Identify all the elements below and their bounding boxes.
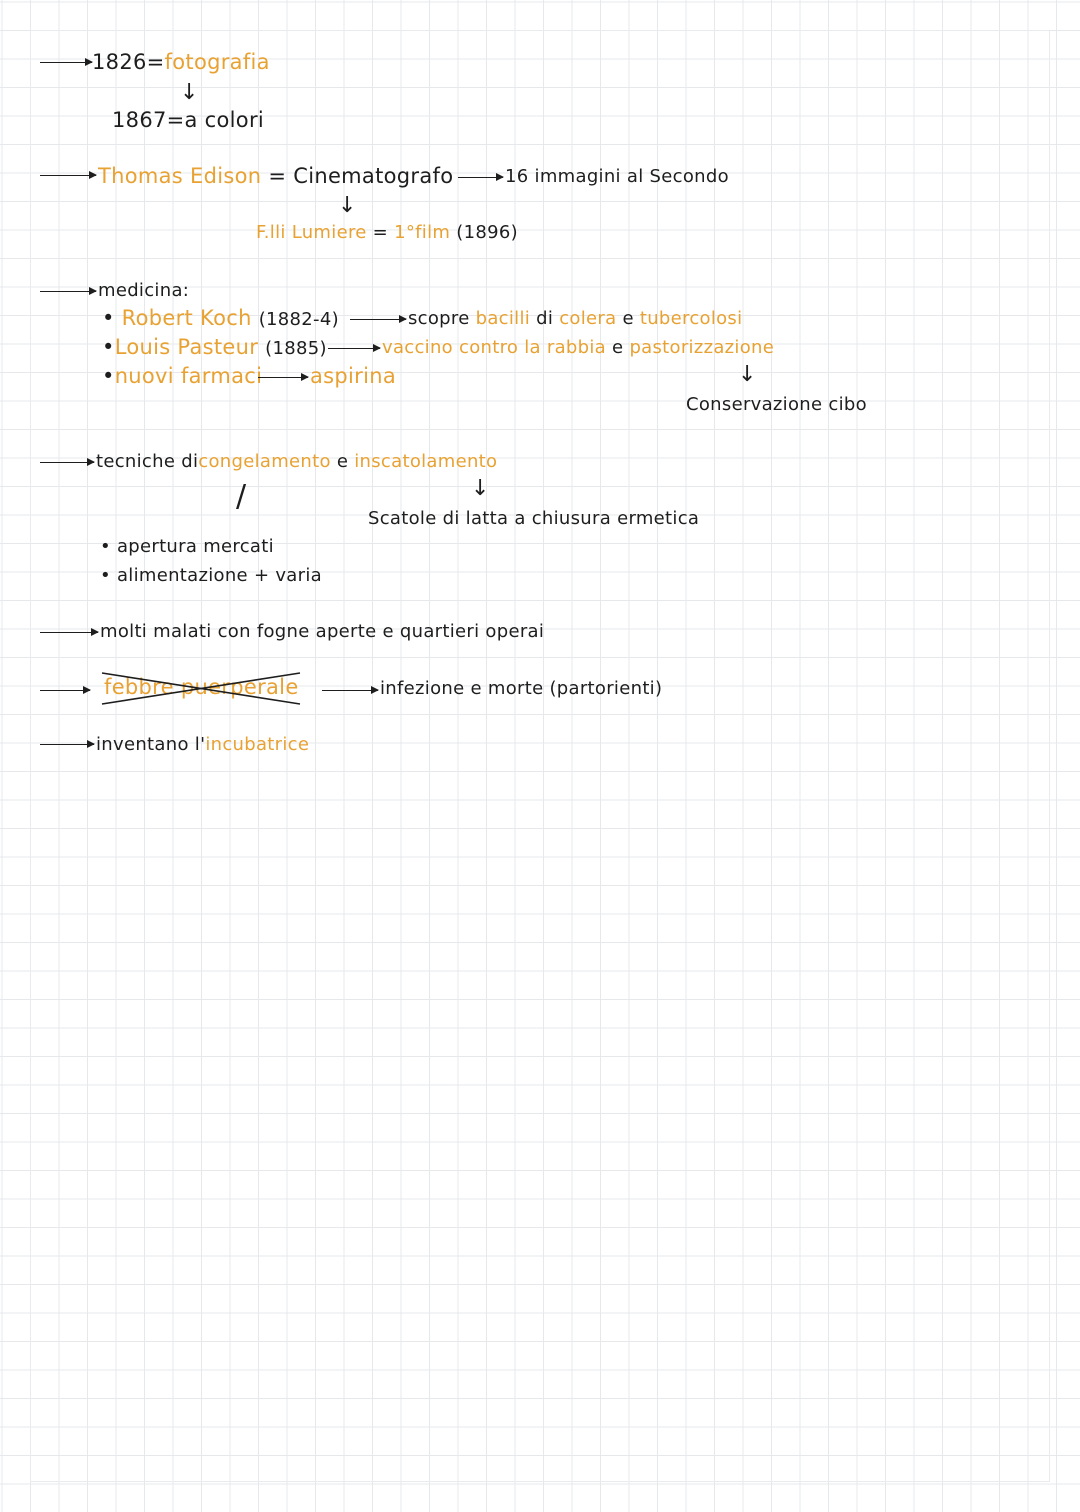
pasteur-year: (1885) — [265, 338, 327, 359]
koch-name: Robert Koch — [121, 306, 252, 330]
arrow-down-icon: ↓ — [338, 193, 357, 218]
incubator-line — [96, 736, 309, 754]
koch-verb: scopre — [408, 308, 470, 329]
lumiere-eq: = — [372, 222, 389, 243]
photo-eq: = — [146, 50, 165, 74]
tins-note: Scatole di latta a chiusura ermetica — [368, 508, 700, 529]
koch-years: (1882-4) — [258, 309, 339, 330]
pasteur-e: e — [612, 337, 624, 358]
photo-term: fotografia — [164, 50, 270, 74]
lumiere-year: (1896) — [456, 222, 518, 243]
arrow-right-icon — [40, 632, 98, 633]
edison-result: 16 immagini al Secondo — [505, 166, 729, 187]
edison-line — [98, 166, 453, 187]
koch-tubercolosi: tubercolosi — [639, 308, 743, 329]
food-e: e — [336, 451, 349, 472]
arrow-right-icon — [40, 462, 94, 463]
koch-di: di — [536, 308, 554, 329]
pasteur-achievements — [382, 339, 774, 357]
drugs-aspirin-wrap — [310, 366, 396, 387]
lumiere-line — [256, 224, 518, 242]
food-freezing: congelamento — [198, 451, 331, 472]
food-conservation-note: Conservazione cibo — [686, 394, 867, 415]
sick-note: molti malati con fogne aperte e quartieri operai — [100, 621, 545, 642]
koch-bullet: • — [102, 306, 115, 330]
arrow-right-icon — [40, 175, 96, 176]
slash-arrow-icon: / — [236, 479, 247, 514]
incubator-lead: inventano l' — [96, 734, 206, 755]
arrow-right-icon — [328, 348, 380, 349]
food-canning: inscatolamento — [354, 451, 498, 472]
drugs-line — [102, 366, 262, 387]
incubator-term: incubatrice — [205, 734, 310, 755]
arrow-right-icon — [458, 177, 503, 178]
drugs-name: nuovi farmaci — [114, 364, 263, 388]
arrow-right-icon — [40, 291, 96, 292]
edison-name: Thomas Edison — [98, 164, 262, 188]
lumiere-film: 1°film — [394, 222, 451, 243]
arrow-right-icon — [322, 690, 378, 691]
arrow-right-icon — [350, 319, 406, 320]
drugs-aspirin: aspirina — [310, 364, 397, 388]
lumiere-brothers: F.lli Lumiere — [256, 222, 367, 243]
pasteur-bullet: • — [102, 335, 115, 359]
arrow-right-icon — [40, 62, 92, 63]
photo-color-note: 1867=a colori — [112, 108, 265, 132]
arrow-down-icon: ↓ — [180, 80, 199, 105]
medicine-heading: medicina: — [98, 280, 190, 301]
cross-out-mark — [100, 670, 306, 708]
arrow-down-icon: ↓ — [471, 476, 490, 501]
photo-year: 1826 — [92, 50, 147, 74]
koch-e: e — [622, 308, 634, 329]
arrow-right-icon — [258, 377, 308, 378]
pasteur-pasteurization: pastorizzazione — [629, 337, 775, 358]
drugs-bullet: • — [102, 364, 115, 388]
koch-bacilli: bacilli — [475, 308, 531, 329]
pasteur-name: Louis Pasteur — [114, 335, 259, 359]
koch-discovery — [408, 310, 742, 328]
koch-line — [102, 308, 339, 329]
food-techniques-line — [96, 453, 497, 471]
notebook-paper — [30, 30, 1050, 1482]
food-effect-markets: • apertura mercati — [100, 536, 274, 557]
photo-line — [92, 52, 270, 73]
pasteur-vaccine: vaccino contro la rabbia — [382, 337, 606, 358]
food-effect-diet: • alimentazione + varia — [100, 565, 322, 586]
arrow-right-icon — [40, 690, 90, 691]
fever-result: infezione e morte (partorienti) — [380, 678, 663, 699]
edison-invention: Cinematografo — [293, 164, 454, 188]
arrow-right-icon — [40, 744, 94, 745]
food-lead: tecniche di — [96, 451, 199, 472]
pasteur-line — [102, 337, 327, 358]
edison-eq: = — [268, 164, 287, 188]
koch-colera: colera — [559, 308, 617, 329]
fever-crossed: febbre puerperale — [104, 675, 299, 699]
arrow-down-icon: ↓ — [738, 362, 757, 387]
